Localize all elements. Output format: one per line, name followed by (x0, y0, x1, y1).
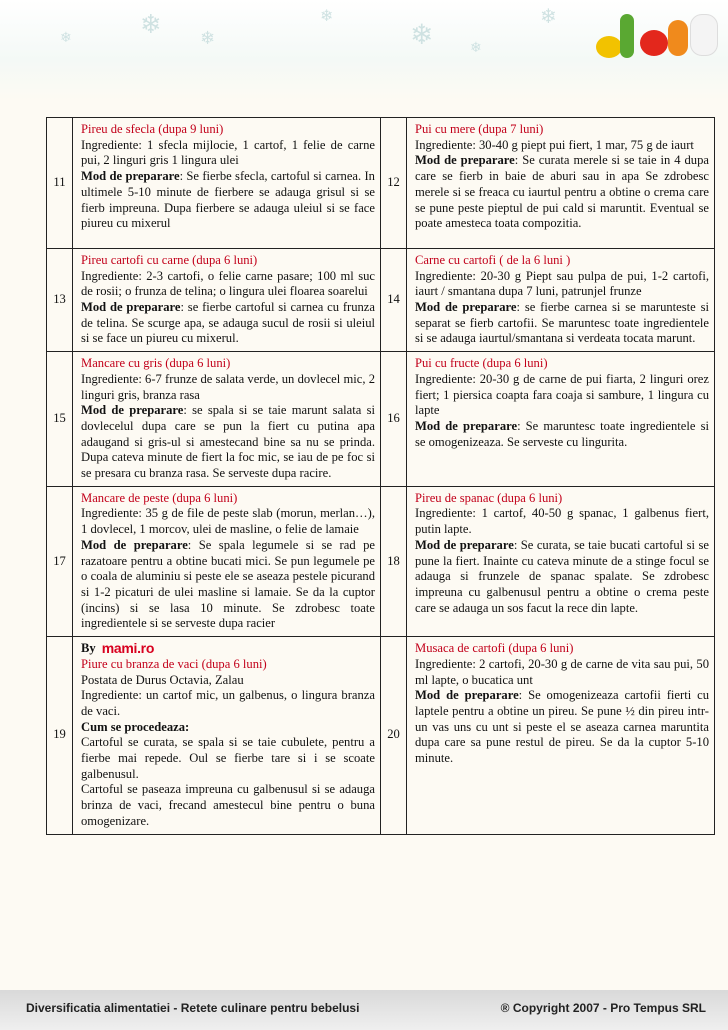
recipe-number: 20 (381, 637, 407, 834)
table-row (47, 352, 715, 487)
recipe-number: 12 (381, 118, 407, 249)
source-line (81, 641, 375, 657)
recipe-cell (73, 118, 381, 249)
recipe-number: 11 (47, 118, 73, 249)
method-label: Mod de preparare (81, 403, 184, 418)
recipe-number: 16 (381, 352, 407, 487)
recipe-author: Postata de Durus Octavia, Zalau (81, 672, 244, 687)
recipe-cell (73, 248, 381, 351)
recipe-number: 17 (47, 486, 73, 636)
vegetable-decoration-icon (690, 14, 718, 56)
recipe-cell (73, 637, 381, 834)
snowflake-icon: ❄ (320, 6, 334, 25)
method-label: Mod de preparare (81, 537, 188, 552)
snowflake-icon: ❄ (540, 4, 557, 28)
recipe-number: 13 (47, 248, 73, 351)
recipe-method: : se spala si se taie marunt salata si dovlecelul dupa care se pun la fiert cu putina apa adaugand si gris-ul si amestecand bine sa nu se prinda. Dupa cateva minute de fiert la foc mic, se iau de pe foc si se presara cu branza rasa. Se serveste dupa racire. (81, 403, 375, 481)
recipe-cell (73, 352, 381, 487)
recipe-ingredients: Ingrediente: 2 cartofi, 20-30 g de carne de vita sau pui, 50 ml lapte, o bucatica unt (415, 656, 709, 687)
snowflake-icon: ❄ (200, 28, 216, 49)
recipe-title: Pireu de spanac (dupa 6 luni) (415, 490, 563, 505)
recipe-number: 14 (381, 248, 407, 351)
method-label: Mod de preparare (415, 688, 519, 703)
recipe-cell (73, 486, 381, 636)
recipe-method: : Se curata, se taie bucati cartoful si se pune la fiert. Inainte cu cateva minute de a stinge focul se adauga si frunzele de spanac spalate. Se zdrobesc impreuna cu galbenusul pentru a obtine o crema peste care se adauga un sos facut la rece din lapte. (415, 537, 709, 615)
table-row (47, 248, 715, 351)
method-label: Mod de preparare (415, 418, 518, 433)
recipe-number: 18 (381, 486, 407, 636)
recipe-number: 19 (47, 637, 73, 834)
recipe-number: 15 (47, 352, 73, 487)
recipe-cell (407, 352, 715, 487)
recipe-ingredients: Ingrediente: 20-30 g Piept sau pulpa de pui, 1-2 cartofi, iaurt / smantana dupa 7 luni, patrunjel frunze (415, 268, 709, 299)
recipes-table (46, 117, 715, 835)
method-label: Cum se procedeaza: (81, 719, 190, 734)
recipe-cell (407, 637, 715, 834)
recipe-ingredients: Ingrediente: 1 cartof, 40-50 g spanac, 1 galbenus fiert, putin lapte. (415, 506, 709, 537)
recipe-title: Carne cu cartofi ( de la 6 luni ) (415, 252, 571, 267)
vegetable-decoration-icon (668, 20, 688, 56)
recipe-method-continued: Cartoful se paseaza impreuna cu galbenusul si se adauga brinza de vaci, frecand amestecul bine pentru o buna omogenizare. (81, 782, 375, 828)
recipe-method: : Se fierbe sfecla, cartoful si carnea. In ultimele 5-10 minute de fierbere se adauga grisul si se fierb impreuna. Dupa fierbere se adauga uleiul si se face piureu cu mixerul (81, 169, 375, 231)
recipe-ingredients: Ingrediente: 6-7 frunze de salata verde, un dovlecel mic, 2 linguri gris, branza rasa (81, 371, 375, 402)
table-row (47, 486, 715, 636)
recipe-cell (407, 248, 715, 351)
recipe-ingredients: Ingrediente: 35 g de file de peste slab (morun, merlan…), 1 dovlecel, 1 morcov, ulei de masline, o felie de lamaie (81, 506, 375, 537)
vegetable-decoration-icon (640, 30, 668, 56)
recipe-title: Mancare de peste (dupa 6 luni) (81, 490, 238, 505)
recipe-method: Cartoful se curata, se spala si se taie cubulete, pentru a fierbe mai repede. Oul se fierbe tare si i se scoate galbenusul. (81, 735, 375, 781)
recipe-title: Piure cu branza de vaci (dupa 6 luni) (81, 656, 267, 671)
recipe-method: : Se curata merele si se taie in 4 dupa care se fierb in baie de aburi sau in apa Se zdrobesc merele si se freaca cu iaurtul pentru a obtine o crema care se pune peste pieptul de pui cald si maruntit. Eventual se poate amesteca toata compozitia. (415, 153, 709, 231)
recipe-ingredients: Ingrediente: 2-3 cartofi, o felie carne pasare; 100 ml suc de rosii; o frunza de telina; o lingura ulei floarea soarelui (81, 268, 375, 299)
vegetable-decoration-icon (596, 36, 622, 58)
method-label: Mod de preparare (415, 537, 514, 552)
recipe-method: : se fierbe cartoful si carnea cu frunza de telina. Se scurge apa, se adauga sucul de rosii si uleiul si se face un piureu cu mixerul. (81, 300, 375, 346)
by-label: By (81, 641, 96, 656)
recipe-cell (407, 118, 715, 249)
method-label: Mod de preparare (81, 300, 181, 315)
table-row (47, 637, 715, 834)
table-row (47, 118, 715, 249)
recipe-ingredients: Ingrediente: 30-40 g piept pui fiert, 1 mar, 75 g de iaurt (415, 137, 694, 152)
recipe-ingredients: Ingrediente: 1 sfecla mijlocie, 1 cartof, 1 felie de carne pui, 2 linguri gris 1 lingura ulei (81, 137, 375, 168)
recipe-method: : Se spala legumele si se rad pe razatoare pentru a obtine bucati mici. Se pun legumele pe o coala de aluminiu si peste ele se aseaza pestele picurand si 1-2 picaturi de ulei masline si lamaie. Se da la cuptor (incins) si se lasa 10 minute. Se zdrobesc toate ingredientele si se serveste dupa racier (81, 537, 375, 631)
method-label: Mod de preparare (415, 153, 515, 168)
snowflake-icon: ❄ (140, 10, 162, 40)
snowflake-icon: ❄ (60, 30, 72, 46)
recipe-ingredients: Ingrediente: un cartof mic, un galbenus, o lingura branza de vaci. (81, 688, 375, 718)
recipe-title: Pireu de sfecla (dupa 9 luni) (81, 122, 224, 136)
recipe-title: Pireu cartofi cu carne (dupa 6 luni) (81, 252, 258, 267)
footer-bar (0, 990, 728, 1030)
recipe-title: Pui cu fructe (dupa 6 luni) (415, 356, 548, 371)
method-label: Mod de preparare (415, 300, 517, 315)
recipe-method: : se fierbe carnea si se marunteste si separat se fierb cartofii. Se maruntesc toate ingredientele si se adauga iaurtul/smantana si verdeata tocata marunt. (415, 300, 709, 346)
footer-title: Diversificatia alimentatiei - Retete culinare pentru bebelusi (26, 1001, 360, 1015)
recipe-title: Musaca de cartofi (dupa 6 luni) (415, 641, 574, 656)
snowflake-icon: ❄ (410, 18, 434, 51)
recipe-cell (407, 486, 715, 636)
footer-copyright: ® Copyright 2007 - Pro Tempus SRL (500, 1001, 706, 1015)
recipe-title: Pui cu mere (dupa 7 luni) (415, 122, 544, 136)
recipe-method: : Se maruntesc toate ingredientele si se omogenizeaza. Se serveste cu lingurita. (415, 418, 709, 449)
mamiro-logo: mami.ro (101, 640, 155, 657)
vegetable-decoration-icon (620, 14, 634, 58)
method-label: Mod de preparare (81, 169, 180, 184)
snowflake-icon: ❄ (470, 40, 482, 56)
recipe-title: Mancare cu gris (dupa 6 luni) (81, 356, 231, 371)
recipe-method: : Se omogenizeaza cartofii fierti cu laptele pentru a obtine un pireu. Se pune ½ din pireu intr-un vas uns cu unt si peste el se aseaza carnea maruntita dupa care sa pune restul de pireu. Se da la cuptor 5-10 minute. (415, 688, 709, 766)
recipe-ingredients: Ingrediente: 20-30 g de carne de pui fiarta, 2 linguri orez fiert; 1 piersica coapta fara coaja si sambure, 1 lingura cu lapte (415, 371, 709, 418)
